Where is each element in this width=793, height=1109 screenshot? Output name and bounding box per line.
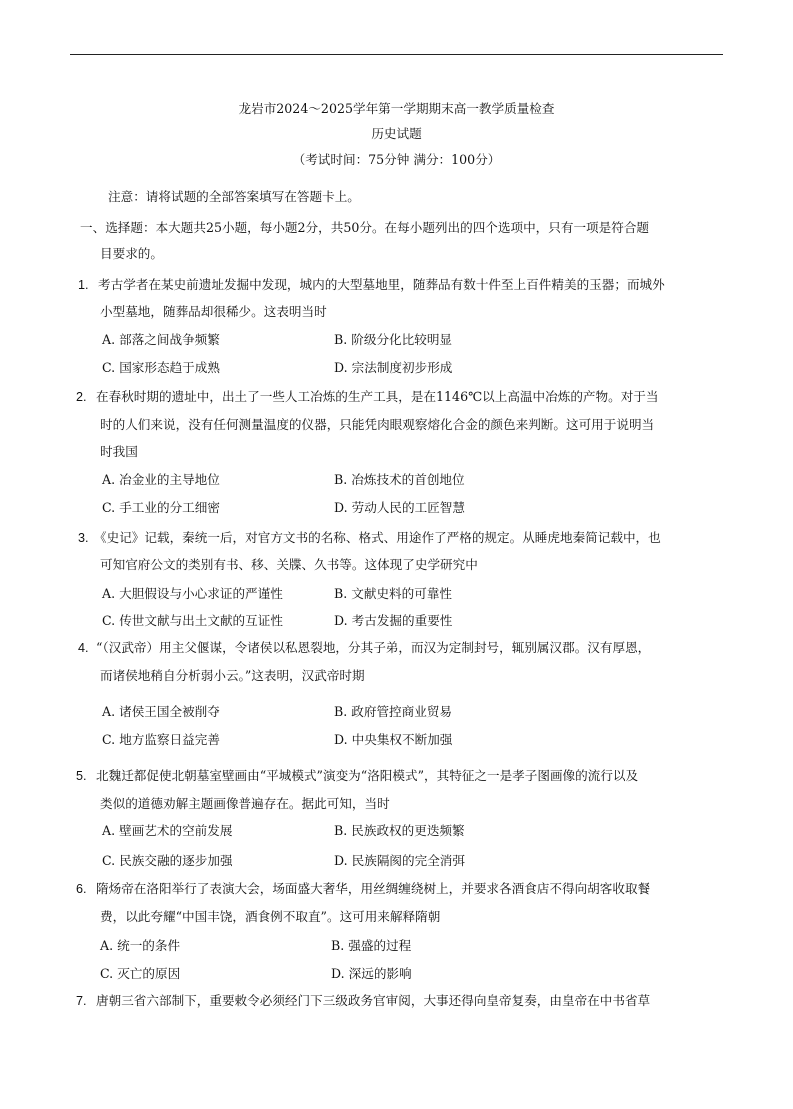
option-a: A. 部落之间战争频繁 [102,332,220,347]
question-number: 3. [78,531,89,545]
option-b: B. 冶炼技术的首创地位 [334,472,465,487]
option-c: C. 传世文献与出土文献的互证性 [102,613,283,628]
question-number: 5. [76,769,87,783]
option-c: C. 灭亡的原因 [100,966,181,981]
option-b: B. 文献史料的可靠性 [334,586,453,601]
question-text: 费，以此夸耀“中国丰饶，酒食例不取直”。这可用来解释隋朝 [100,909,441,924]
question-text: 时我国 [100,444,138,459]
question-text: 《史记》记载，秦统一后，对官方文书的名称、格式、用途作了严格的规定。从睡虎地秦简记载中，也 [94,530,661,545]
question-text: “（汉武帝）用主父偃谋，令诸侯以私恩裂地，分其子弟，而汉为定制封号，辄别属汉郡。汉有厚恩， [96,640,651,655]
option-d: D. 考古发掘的重要性 [334,613,453,628]
question-text: 北魏迁都促使北朝墓室壁画由“平城模式”演变为“洛阳模式”，其特征之一是孝子图画像的流行以及 [96,768,639,783]
option-c: C. 手工业的分工细密 [102,500,220,515]
question-text: 类似的道德劝解主题画像普遍存在。据此可知，当时 [100,796,390,811]
question-text: 可知官府公文的类别有书、移、关牒、久书等。这体现了史学研究中 [100,557,478,572]
option-b: B. 阶级分化比较明显 [334,332,453,347]
option-d: D. 中央集权不断加强 [334,732,453,747]
option-b: B. 民族政权的更迭频繁 [334,823,465,838]
subject-title: 历史试题 [371,126,422,141]
question-text: 而诸侯地稍自分析弱小云。”这表明，汉武帝时期 [100,668,365,683]
option-c: C. 地方监察日益完善 [102,732,220,747]
question-text: 考古学者在某史前遗址发掘中发现，城内的大型墓地里，随葬品有数十件至上百件精美的玉器；而城外 [98,277,665,292]
option-a: A. 壁画艺术的空前发展 [102,823,233,838]
question-number: 7. [76,994,87,1008]
option-d: D. 劳动人民的工匠智慧 [334,500,465,515]
option-a: A. 冶金业的主导地位 [102,472,220,487]
option-c: C. 民族交融的逐步加强 [102,853,233,868]
question-number: 4. [78,641,89,655]
option-b: B. 政府管控商业贸易 [334,704,453,719]
option-b: B. 强盛的过程 [331,938,412,953]
option-d: D. 深远的影响 [331,966,412,981]
question-text: 小型墓地，随葬品却很稀少。这表明当时 [100,304,327,319]
option-c: C. 国家形态趋于成熟 [102,360,220,375]
question-text: 唐朝三省六部制下，重要敕令必须经门下三级政务官审阅，大事还得向皇帝复奏，由皇帝在中书省草 [96,993,651,1008]
exam-title: 龙岩市2024～2025学年第一学期期末高一教学质量检查 [238,101,555,116]
option-d: D. 民族隔阂的完全消弭 [334,853,465,868]
option-a: A. 统一的条件 [100,938,181,953]
section-heading-cont: 目要求的。 [100,246,163,261]
section-heading: 一、选择题：本大题共25小题，每小题2分，共50分。在每小题列出的四个选项中，只有一项是符合题 [80,220,650,235]
question-number: 2. [76,390,87,404]
question-text: 隋炀帝在洛阳举行了表演大会，场面盛大奢华，用丝绸缠绕树上，并要求各酒食店不得向胡客收取餐 [96,881,651,896]
question-text: 在春秋时期的遗址中，出土了一些人工冶炼的生产工具，是在1146℃以上高温中冶炼的产物。对于当 [96,389,659,404]
header-rule [70,54,723,55]
question-text: 时的人们来说，没有任何测量温度的仪器，只能凭肉眼观察熔化合金的颜色来判断。这可用于说明当 [100,417,655,432]
option-a: A. 诸侯王国全被削夺 [102,704,220,719]
option-a: A. 大胆假设与小心求证的严谨性 [102,586,283,601]
question-number: 1. [78,278,89,292]
question-number: 6. [76,882,87,896]
notice: 注意：请将试题的全部答案填写在答题卡上。 [108,189,360,204]
option-d: D. 宗法制度初步形成 [334,360,453,375]
exam-info: （考试时间：75分钟 满分：100分） [292,152,501,167]
